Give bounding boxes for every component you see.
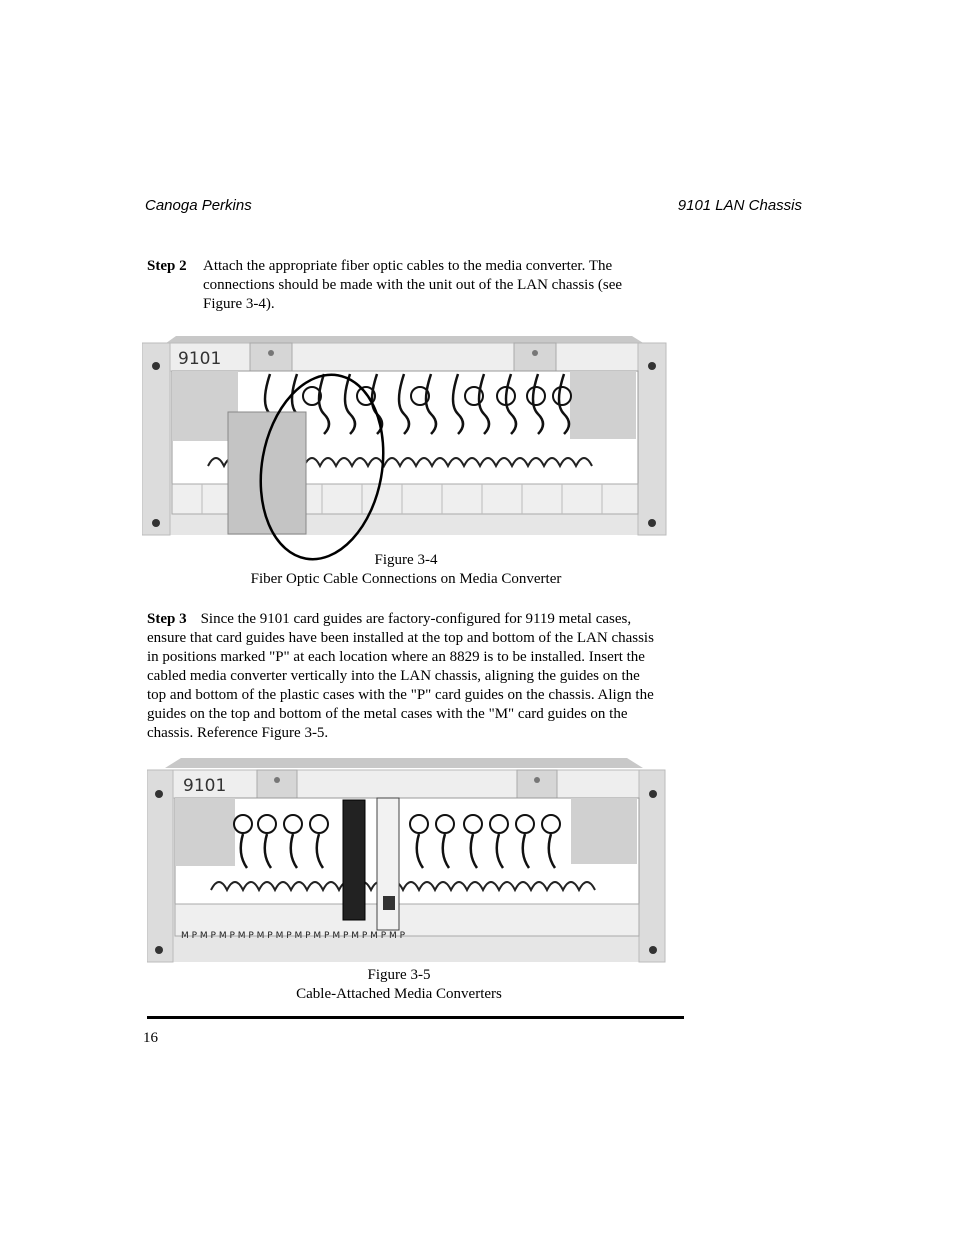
step-3-text: Since the 9101 card guides are factory-configured for 9119 metal cases, ensure that card guides have been installed at the top and bottom of the LAN chassis in positions marked "P" at each location where an 8829 is to be installed. Insert the cabled media converter vertically into the LAN chassis, aligning the guides on the top and bottom of the plastic cases with the "P" card guides on the chassis. Align the guides on the top and bottom of the metal cases with the "M" card guides on the chassis. Reference Figure 3-5.	[147, 611, 654, 741]
step-3-paragraph	[147, 610, 657, 743]
figure-3-4-illustration	[142, 326, 668, 561]
figure-3-4-title: Fiber Optic Cable Connections on Media Converter	[250, 571, 562, 587]
figure-3-5-title: Cable-Attached Media Converters	[296, 986, 502, 1002]
step-2-paragraph	[147, 257, 657, 314]
footer-rule	[147, 1016, 684, 1019]
running-header-right: 9101 LAN Chassis	[677, 197, 802, 214]
figure-3-5-caption	[200, 966, 598, 1004]
step-2-label: Step 2	[147, 258, 187, 274]
figure-3-5-illustration	[147, 754, 667, 966]
figure-3-5-slot-markers: M P M P M P M P M P M P M P M P M P M P M P M P	[181, 931, 406, 941]
figure-3-4-number: Figure 3-4	[374, 552, 438, 568]
figure-3-4-caption	[200, 551, 612, 589]
figure-3-4-chassis-label: 9101	[178, 349, 222, 369]
step-2-text: Attach the appropriate fiber optic cables to the media converter. The connections should be made with the unit out of the LAN chassis (see Figure 3-4).	[203, 258, 623, 312]
step-3-label: Step 3	[147, 611, 187, 627]
page-number: 16	[143, 1030, 158, 1046]
running-header-left: Canoga Perkins	[145, 197, 252, 214]
figure-3-5-chassis-label: 9101	[183, 776, 227, 796]
figure-3-5-number: Figure 3-5	[367, 967, 431, 983]
